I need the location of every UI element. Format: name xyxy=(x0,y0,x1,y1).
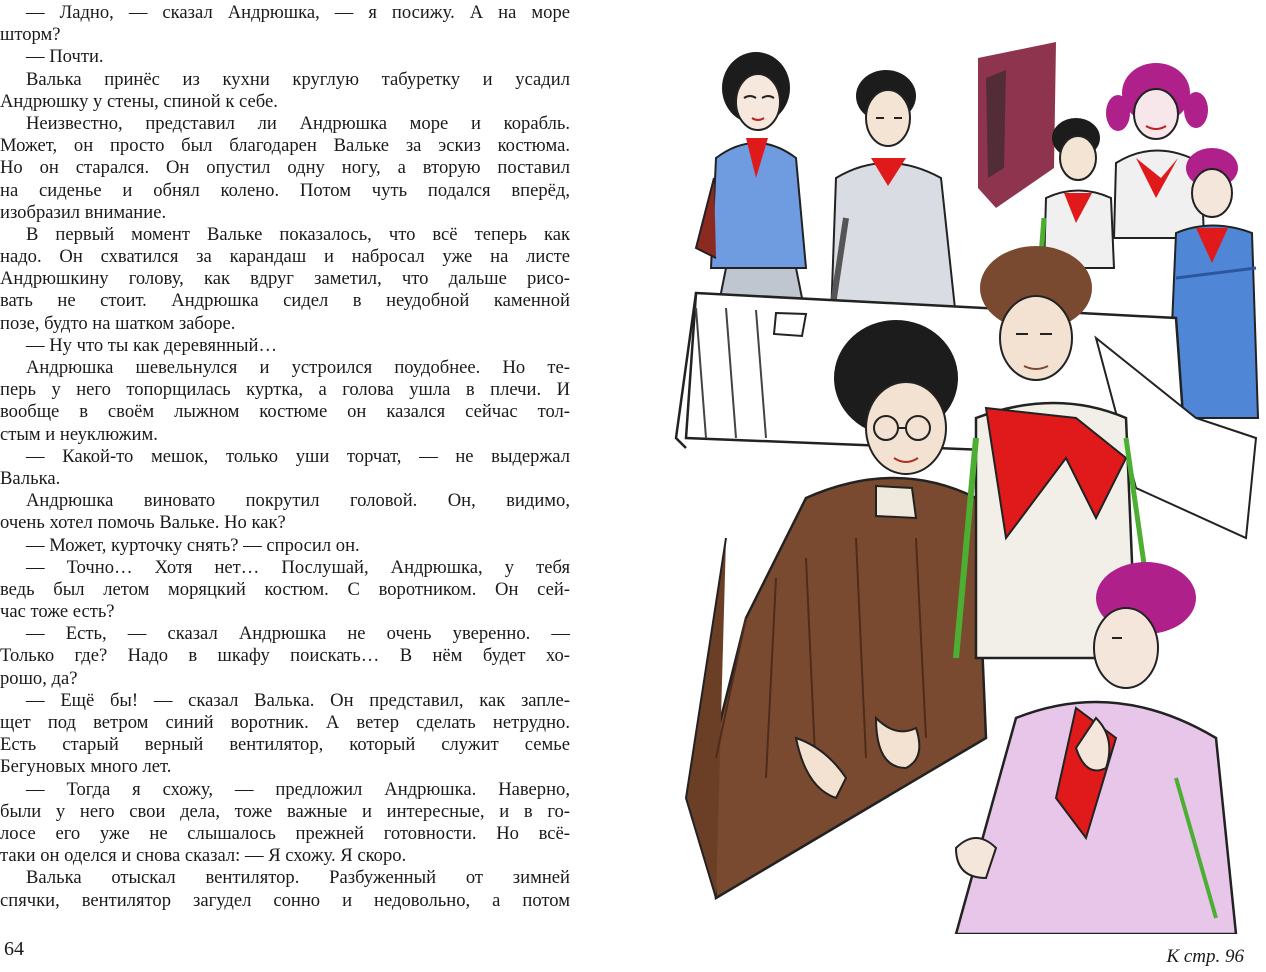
text-line: Неизвестно, представил ли Андрюшка море и корабль. xyxy=(26,112,570,134)
text-line: Только где? Надо в шкафу поискать… В нём будет хо- xyxy=(0,645,570,667)
illustration-pioneers-and-teacher xyxy=(656,18,1266,934)
text-line: вать не стоит. Андрюшка сидел в неудобной каменной xyxy=(0,290,570,312)
text-line: Андрюшкину голову, как вдруг заметил, что дальше рисо- xyxy=(0,268,570,290)
text-line: — Ещё бы! — сказал Валька. Он представил, как заплe- xyxy=(26,689,570,711)
girl-pigtails xyxy=(1106,63,1208,238)
text-line: Андрюшка виновато покрутил головой. Он, видимо, xyxy=(26,490,570,512)
text-line: на сиденье и обнял колено. Потом чуть подался вперёд, xyxy=(0,179,570,201)
text-line: Есть старый верный вентилятор, который служит семье xyxy=(0,734,570,756)
story-text xyxy=(0,2,570,912)
text-line: — Ладно, — сказал Андрюшка, — я посижу. А на море xyxy=(26,2,570,23)
text-line: шторм? xyxy=(0,24,61,46)
text-line: были у него свои дела, тоже важные и интересные, и в го- xyxy=(0,800,570,822)
text-line: — Ну что ты как деревянный… xyxy=(26,334,278,356)
text-line: рошо, да? xyxy=(0,667,78,689)
right-page xyxy=(636,0,1266,972)
text-line: Валька отыскал вентилятор. Разбуженный от зимней xyxy=(26,867,570,889)
text-line: перь у него топорщилась куртка, а голова ушла в плечи. И xyxy=(0,379,570,401)
text-line: Валька. xyxy=(0,467,61,489)
text-line: ведь был летом моряцкий костюм. С воротником. Он сей- xyxy=(0,578,570,600)
text-line: — Почти. xyxy=(26,46,104,68)
page-number: 64 xyxy=(4,938,24,960)
text-line: — Есть, — сказал Андрюшка не очень уверенно. — xyxy=(26,623,570,645)
text-line: — Тогда я схожу, — предложил Андрюшка. Наверно, xyxy=(26,778,570,800)
text-line: Андрюшка шевельнулся и устроился поудобнее. Но те- xyxy=(26,357,570,378)
text-line: час тоже есть? xyxy=(0,601,115,623)
text-line: — Может, курточку снять? — спросил он. xyxy=(26,534,360,556)
girl-blue-blouse xyxy=(696,52,806,318)
text-line: таки он оделся и снова сказал: — Я схожу. Я скоро. xyxy=(0,845,407,867)
illustration-caption: К стр. 96 xyxy=(1166,946,1244,967)
text-line: щет под ветром синий воротник. А ветер сделать нетрудно. xyxy=(0,712,570,733)
text-line: лосе его уже не слышалось прежней готовности. Но всё- xyxy=(0,822,570,844)
text-line: В первый момент Вальке показалось, что всё теперь как xyxy=(26,223,570,245)
text-line: вообще в своём лыжном костюме он казался сейчас тол- xyxy=(0,401,570,423)
text-line: Может, он просто был благодарен Вальке за эскиз костюма. xyxy=(0,135,570,157)
text-line: позе, будто на шатком заборе. xyxy=(0,312,236,334)
text-line: Бегуновых много лет. xyxy=(0,756,172,778)
boy-gray-shirt xyxy=(831,70,956,318)
text-line: изобразил внимание. xyxy=(0,201,167,223)
left-page xyxy=(0,0,630,972)
text-line: спячки, вентилятор загудел сонно и недовольно, а потом xyxy=(0,889,570,911)
text-line: Валька принёс из кухни круглую табуретку и усадил xyxy=(26,68,570,90)
text-line: Андрюшку у стены, спиной к себе. xyxy=(0,90,278,112)
text-line: стым и неуклюжим. xyxy=(0,423,158,445)
text-line: Но он старался. Он опустил одну ногу, а вторую поставил xyxy=(0,157,570,179)
text-line: — Какой-то мешок, только уши торчат, — не выдержал xyxy=(26,445,570,467)
text-line: надо. Он схватился за карандаш и набросал уже на листе xyxy=(0,246,570,268)
text-line: очень хотел помочь Вальке. Но как? xyxy=(0,512,286,534)
text-line: — Точно… Хотя нет… Послушай, Андрюшка, у тебя xyxy=(26,556,570,578)
